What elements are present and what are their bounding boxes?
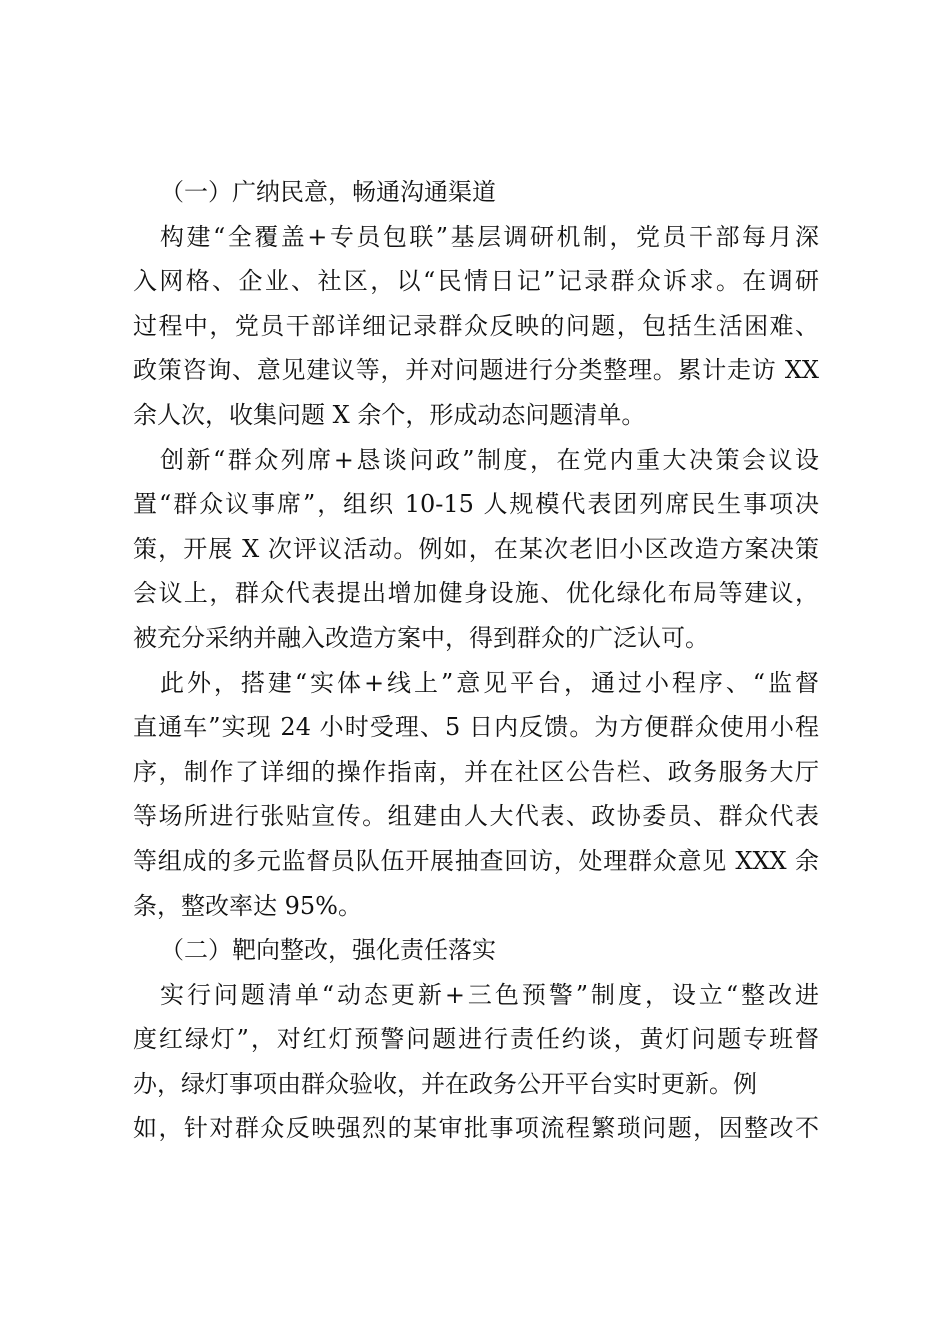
paragraph-line: 余人次，收集问题 X 余个，形成动态问题清单。: [133, 400, 646, 429]
paragraph-line: 如，针对群众反映强烈的某审批事项流程繁琐问题，因整改不: [133, 1114, 819, 1143]
paragraph-line: 等场所进行张贴宣传。组建由人大代表、政协委员、群众代表: [133, 802, 819, 831]
paragraph-line: 政策咨询、意见建议等，并对问题进行分类整理。累计走访 XX: [133, 356, 819, 385]
paragraph-line: 度红绿灯”，对红灯预警问题进行责任约谈，黄灯问题专班督: [133, 1025, 819, 1054]
document-page: [133, 170, 819, 1151]
paragraph-line: 序，制作了详细的操作指南，并在社区公告栏、政务服务大厅: [133, 757, 819, 786]
paragraph-line: 被充分采纳并融入改造方案中，得到群众的广泛认可。: [133, 623, 709, 652]
paragraph-line: 置“群众议事席”，组织 10-15 人规模代表团列席民生事项决: [133, 490, 819, 519]
paragraph-line: 构建“全覆盖+专员包联”基层调研机制，党员干部每月深: [160, 222, 819, 251]
section-heading: （一）广纳民意，畅通沟通渠道: [160, 178, 496, 206]
paragraph-line: 条，整改率达 95%。: [133, 891, 362, 920]
paragraph-line: 办，绿灯事项由群众验收，并在政务公开平台实时更新。例: [133, 1069, 757, 1098]
paragraph-line: 策，开展 X 次评议活动。例如，在某次老旧小区改造方案决策: [133, 534, 819, 563]
paragraph-line: 会议上，群众代表提出增加健身设施、优化绿化布局等建议，: [133, 579, 819, 608]
section-heading: （二）靶向整改，强化责任落实: [160, 936, 496, 965]
paragraph-line: 创新“群众列席+恳谈问政”制度，在党内重大决策会议设: [160, 445, 819, 474]
paragraph-line: 入网格、企业、社区，以“民情日记”记录群众诉求。在调研: [133, 267, 819, 296]
paragraph-line: 此外，搭建“实体+线上”意见平台，通过小程序、“监督: [160, 668, 819, 697]
paragraph-line: 过程中，党员干部详细记录群众反映的问题，包括生活困难、: [133, 311, 819, 340]
paragraph-line: 直通车”实现 24 小时受理、5 日内反馈。为方便群众使用小程: [133, 713, 819, 742]
paragraph-line: 实行问题清单“动态更新+三色预警”制度，设立“整改进: [160, 980, 819, 1009]
paragraph-line: 等组成的多元监督员队伍开展抽查回访，处理群众意见 XXX 余: [133, 846, 819, 875]
